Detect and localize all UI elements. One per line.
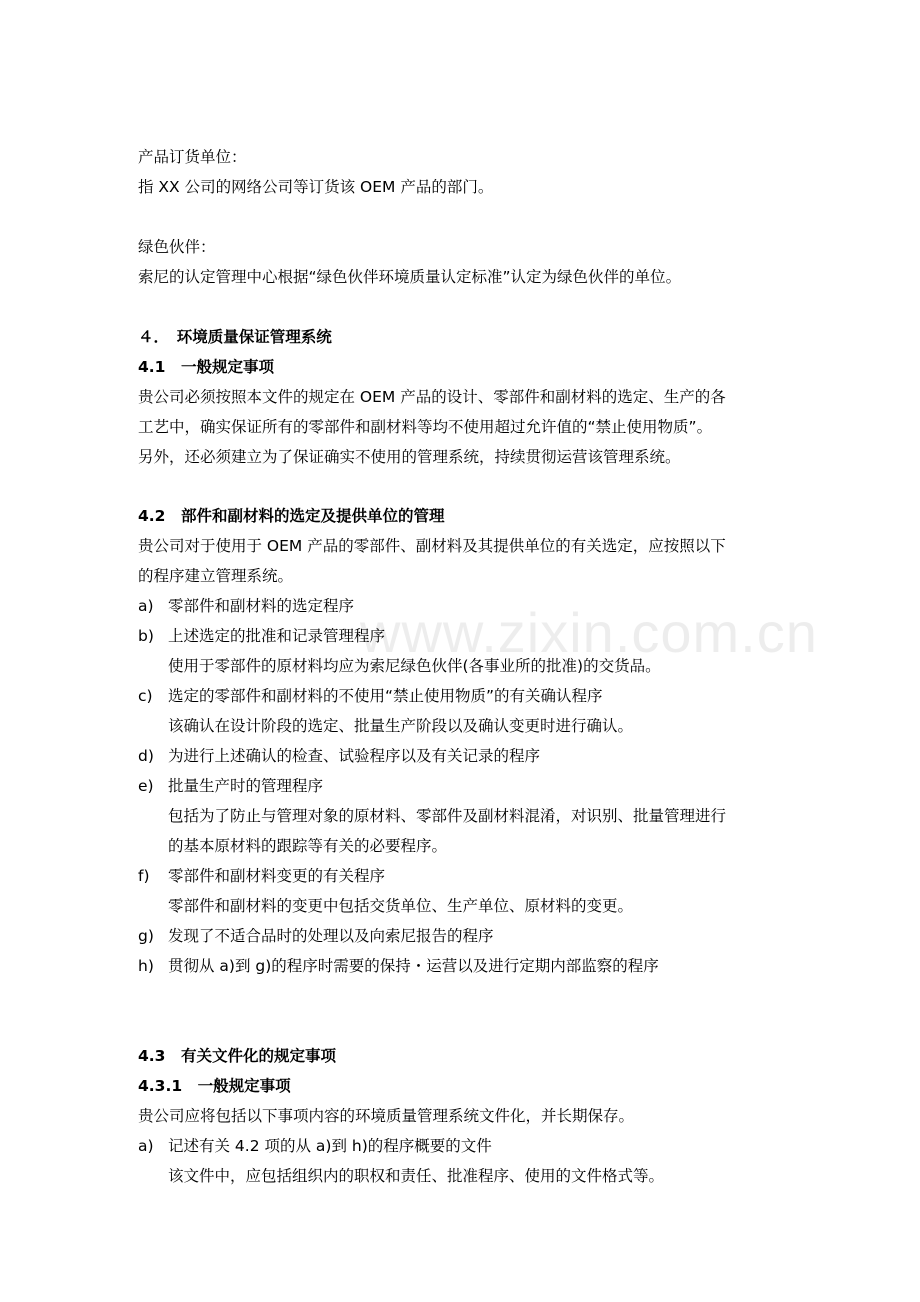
section-4-2-heading: 4.2 部件和副材料的选定及提供单位的管理 [138,507,445,525]
list-item-label: g) [138,927,154,945]
list-item-text: 选定的零部件和副材料的不使用“禁止使用物质”的有关确认程序 [168,687,603,705]
list-item [138,626,385,646]
order-unit-title: 产品订货单位： [138,148,247,166]
list-item-label: c) [138,687,153,705]
section-4-1-para-line: 贵公司必须按照本文件的规定在 OEM 产品的设计、零部件和副材料的选定、生产的各 [138,388,726,406]
list-item [138,746,540,766]
list-item-continuation: 该确认在设计阶段的选定、批量生产阶段以及确认变更时进行确认。 [168,717,634,735]
list-item-text: 批量生产时的管理程序 [168,777,324,795]
list-item [138,956,659,976]
section-4-2-para-line: 贵公司对于使用于 OEM 产品的零部件、副材料及其提供单位的有关选定，应按照以下 [138,537,726,555]
list-item [138,686,603,706]
section-4-1-para-line: 工艺中，确实保证所有的零部件和副材料等均不使用超过允许值的“禁止使用物质”。 [138,418,713,436]
list-item-continuation: 零部件和副材料的变更中包括交货单位、生产单位、原材料的变更。 [168,897,634,915]
list-item-text: 发现了不适合品时的处理以及向索尼报告的程序 [168,927,494,945]
section-4-2-para-line: 的程序建立管理系统。 [138,567,294,585]
list-item-text: 贯彻从 a)到 g)的程序时需要的保持・运营以及进行定期内部监察的程序 [168,957,659,975]
section-4-3-1-para-line: 贵公司应将包括以下事项内容的环境质量管理系统文件化，并长期保存。 [138,1107,635,1125]
list-item-label: a) [138,1137,154,1155]
list-item-text: 上述选定的批准和记录管理程序 [168,627,386,645]
list-item-label: f) [138,867,150,885]
section-4-1-para-line: 另外，还必须建立为了保证确实不使用的管理系统，持续贯彻运营该管理系统。 [138,448,681,466]
list-item-label: d) [138,747,154,765]
list-item [138,1136,492,1156]
list-item-text: 零部件和副材料的选定程序 [168,597,355,615]
green-partner-title: 绿色伙伴： [138,238,216,256]
watermark: www.zixin.com.cn [360,601,818,664]
section-4-3-heading: 4.3 有关文件化的规定事项 [138,1047,336,1065]
list-item-label: h) [138,957,154,975]
list-item-continuation: 使用于零部件的原材料均应为索尼绿色伙伴(各事业所的批准)的交货品。 [168,657,661,675]
list-item [138,596,354,616]
list-item-continuation: 的基本原材料的跟踪等有关的必要程序。 [168,837,448,855]
list-item-text: 为进行上述确认的检查、试验程序以及有关记录的程序 [168,747,541,765]
section-4-3-1-heading: 4.3.1 一般规定事项 [138,1077,291,1095]
list-item-continuation: 该文件中，应包括组织内的职权和责任、批准程序、使用的文件格式等。 [168,1167,665,1185]
section-4-1-heading: 4.1 一般规定事项 [138,358,274,376]
green-partner-desc: 索尼的认定管理中心根据“绿色伙伴环境质量认定标准”认定为绿色伙伴的单位。 [138,268,682,286]
list-item-text: 记述有关 4.2 项的从 a)到 h)的程序概要的文件 [168,1137,492,1155]
section-4-heading: ４． 环境质量保证管理系统 [138,328,332,346]
list-item-label: a) [138,597,154,615]
list-item [138,776,323,796]
list-item [138,926,494,946]
list-item [138,866,385,886]
list-item-continuation: 包括为了防止与管理对象的原材料、零部件及副材料混淆，对识别、批量管理进行 [168,807,727,825]
order-unit-desc: 指 XX 公司的网络公司等订货该 OEM 产品的部门。 [138,178,494,196]
list-item-label: b) [138,627,154,645]
list-item-text: 零部件和副材料变更的有关程序 [168,867,386,885]
list-item-label: e) [138,777,154,795]
